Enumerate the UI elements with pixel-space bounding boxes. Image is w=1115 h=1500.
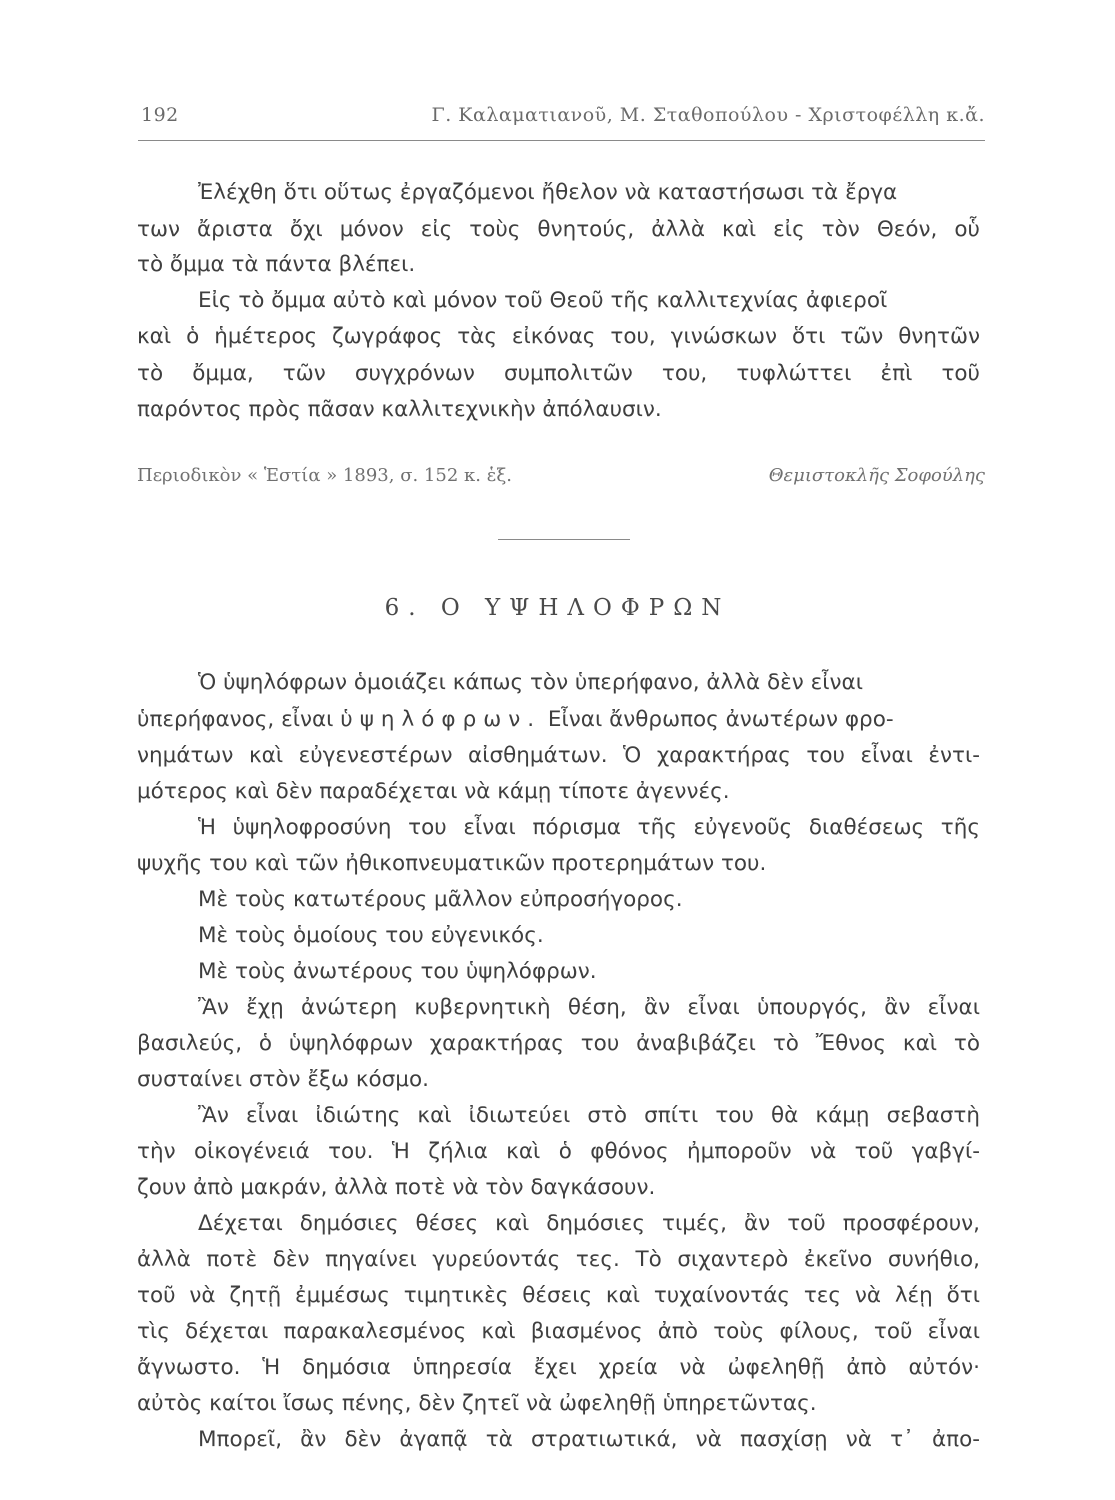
text-line: Εἰς τὸ ὄμμα αὐτὸ καὶ μόνον τοῦ Θεοῦ τῆς καλλιτεχνίας ἀφιεροῖ — [198, 288, 888, 313]
text-line: τὸ ὄμμα, τῶν συγχρόνων συμπολιτῶν του, τυφλώττει ἐπὶ τοῦ — [137, 361, 980, 386]
text-line: μότερος καὶ δὲν παραδέχεται νὰ κάμῃ τίποτε ἀγεννές. — [137, 779, 730, 804]
text-line: τὴν οἰκογένειά του. Ἡ ζήλια καὶ ὁ φθόνος ἠμποροῦν νὰ τοῦ γαβγί- — [137, 1139, 980, 1164]
text-fragment: Εἶναι ἄνθρωπος ἀνωτέρων φρο- — [541, 707, 894, 732]
text-line: βασιλεύς, ὁ ὑψηλόφρων χαρακτήρας του ἀναβιβάζει τὸ Ἔθνος καὶ τὸ — [137, 1031, 980, 1056]
text-line: τοῦ νὰ ζητῇ ἐμμέσως τιμητικὲς θέσεις καὶ τυχαίνοντάς τες νὰ λέῃ ὅτι — [137, 1283, 980, 1308]
text-line: Ὁ ὑψηλόφρων ὁμοιάζει κάπως τὸν ὑπερήφανο, ἀλλὰ δὲν εἶναι — [198, 670, 863, 695]
running-header — [135, 100, 985, 136]
section-separator — [498, 539, 630, 540]
text-line: ἀλλὰ ποτὲ δὲν πηγαίνει γυρεύοντάς τες. Τὸ σιχαντερὸ ἐκεῖνο συνήθιο, — [137, 1247, 980, 1272]
text-line: Μὲ τοὺς ἀνωτέρους του ὑψηλόφρων. — [198, 959, 597, 984]
text-fragment: ὑπερήφανος, εἶναι — [137, 707, 341, 732]
text-line: Ἐλέχθη ὅτι οὕτως ἐργαζόμενοι ἤθελον νὰ καταστήσωσι τὰ ἔργα — [198, 180, 898, 205]
text-line: παρόντος πρὸς πᾶσαν καλλιτεχνικὴν ἀπόλαυσιν. — [137, 397, 662, 422]
text-line: ψυχῆς του καὶ τῶν ἠθικοπνευματικῶν προτερημάτων του. — [137, 851, 767, 876]
text-line: Ἂν εἶναι ἰδιώτης καὶ ἰδιωτεύει στὸ σπίτι του θὰ κάμῃ σεβαστὴ — [198, 1103, 980, 1128]
page-number: 192 — [141, 104, 179, 126]
text-line: αὐτὸς καίτοι ἴσως πένης, δὲν ζητεῖ νὰ ὠφεληθῇ ὑπηρετῶντας. — [137, 1391, 817, 1416]
text-line: των ἄριστα ὄχι μόνον εἰς τοὺς θνητούς, ἀλλὰ καὶ εἰς τὸν Θεόν, οὗ — [137, 217, 980, 242]
text-line: συσταίνει στὸν ἔξω κόσμο. — [137, 1067, 429, 1092]
running-title: Γ. Καλαματιανοῦ, Μ. Σταθοπούλου - Χριστοφέλλη κ.ἄ. — [431, 104, 985, 126]
text-line: καὶ ὁ ἡμέτερος ζωγράφος τὰς εἰκόνας του, γινώσκων ὅτι τῶν θνητῶν — [137, 324, 980, 349]
text-line: Ἡ ὑψηλοφροσύνη του εἶναι πόρισμα τῆς εὐγενοῦς διαθέσεως τῆς — [198, 815, 980, 840]
emphasized-word: ὑψηλόφρων. — [340, 707, 542, 732]
section-title: 6. Ο ΥΨΗΛΟΦΡΩΝ — [384, 595, 731, 621]
text-line: ζουν ἀπὸ μακράν, ἀλλὰ ποτὲ νὰ τὸν δαγκάσουν. — [137, 1175, 656, 1200]
header-rule — [138, 140, 985, 141]
citation-author: Θεμιστοκλῆς Σοφούλης — [768, 465, 985, 486]
text-line — [137, 705, 894, 735]
text-line: Μπορεῖ, ἂν δὲν ἀγαπᾷ τὰ στρατιωτικά, νὰ πασχίσῃ νὰ τ᾽ ἀπο- — [198, 1427, 980, 1452]
text-line: Μὲ τοὺς ὁμοίους του εὐγενικός. — [198, 923, 544, 948]
text-line: νημάτων καὶ εὐγενεστέρων αἰσθημάτων. Ὁ χαρακτήρας του εἶναι ἐντι- — [137, 743, 980, 768]
text-line: Μὲ τοὺς κατωτέρους μᾶλλον εὐπροσήγορος. — [198, 887, 683, 912]
text-line: Ἂν ἔχῃ ἀνώτερη κυβερνητικὴ θέση, ἂν εἶναι ὑπουργός, ἂν εἶναι — [198, 995, 980, 1020]
text-line: Δέχεται δημόσιες θέσες καὶ δημόσιες τιμές, ἂν τοῦ προσφέρουν, — [198, 1211, 980, 1236]
text-line: τὶς δέχεται παρακαλεσμένος καὶ βιασμένος ἀπὸ τοὺς φίλους, τοῦ εἶναι — [137, 1319, 980, 1344]
text-line: ἄγνωστο. Ἡ δημόσια ὑπηρεσία ἔχει χρεία νὰ ὠφεληθῇ ἀπὸ αὐτόν· — [137, 1355, 980, 1380]
citation-source: Περιοδικὸν « Ἑστία » 1893, σ. 152 κ. ἑξ. — [137, 465, 512, 486]
text-line: τὸ ὄμμα τὰ πάντα βλέπει. — [137, 252, 416, 277]
